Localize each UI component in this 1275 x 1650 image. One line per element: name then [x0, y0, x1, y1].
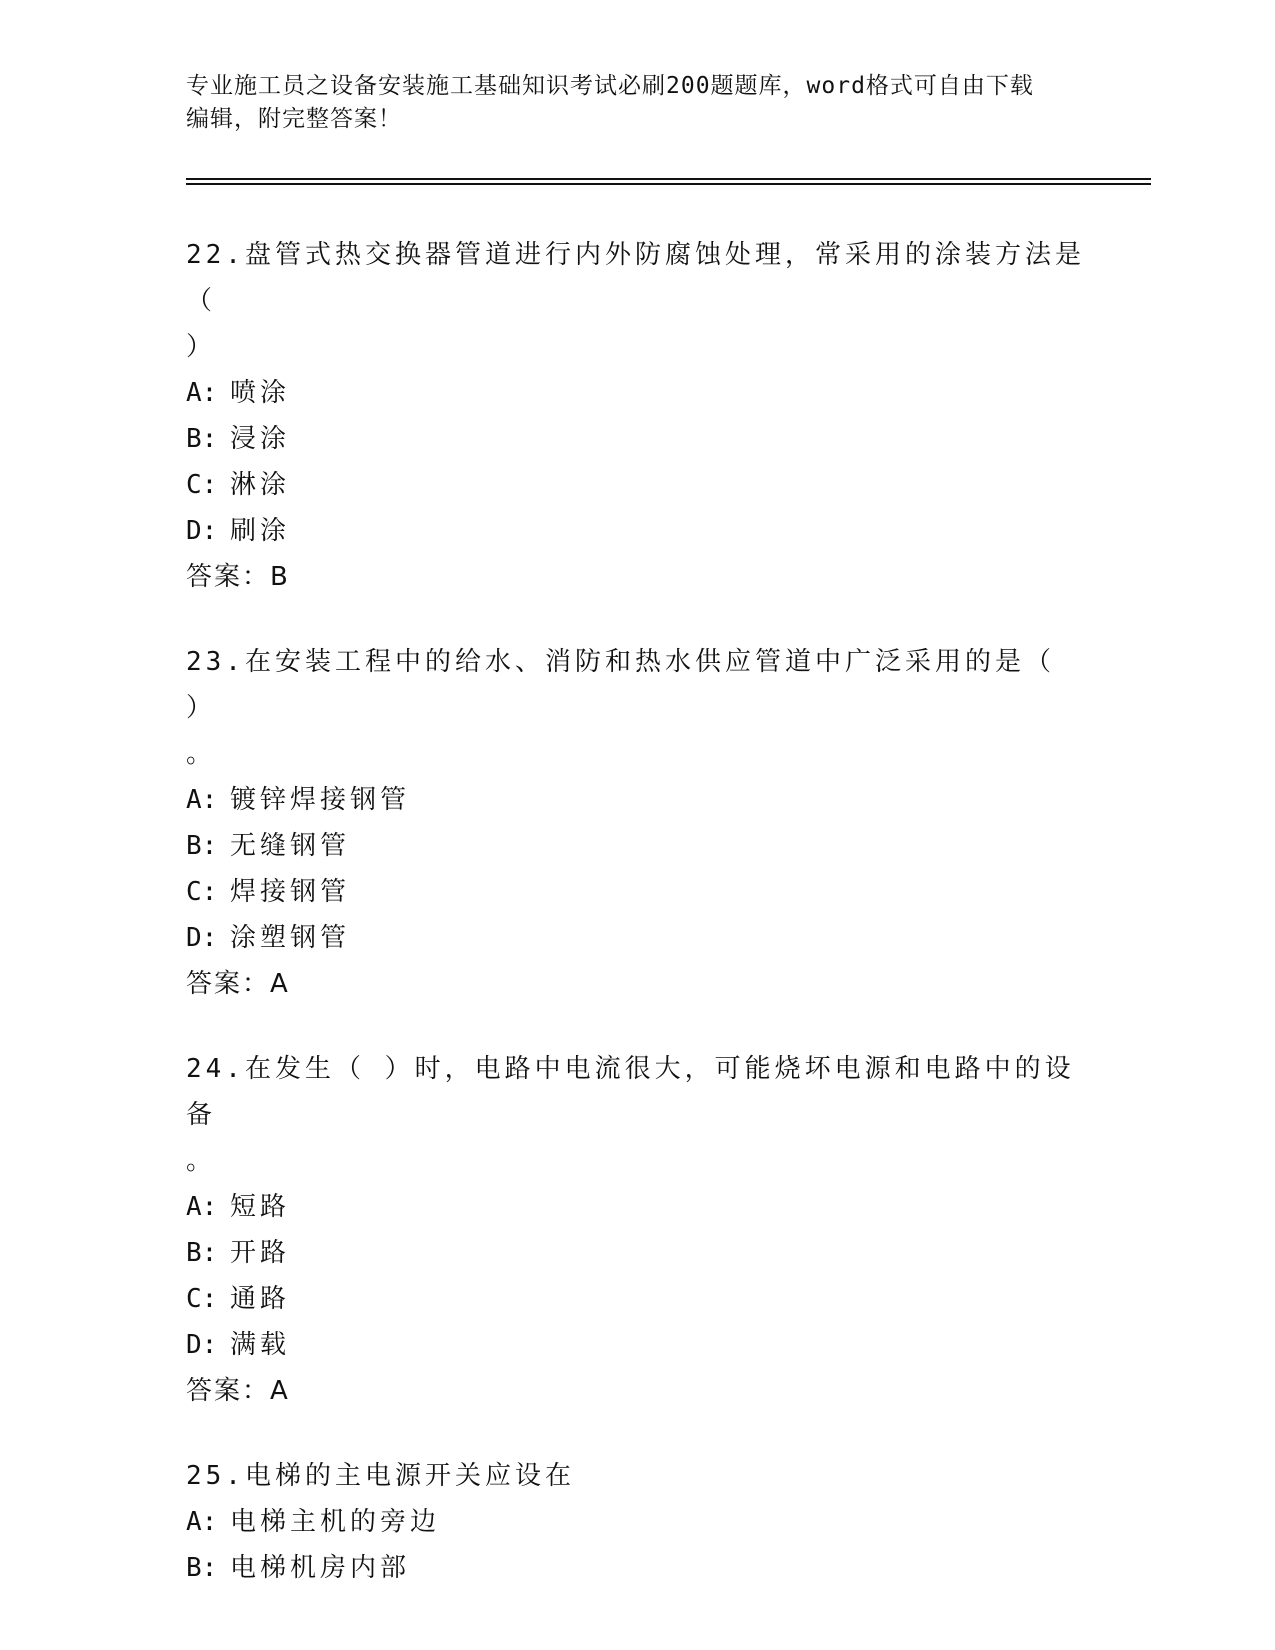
question-stem [186, 1046, 1086, 1184]
question-stem [186, 639, 1086, 777]
option-text: 镀锌焊接钢管 [230, 785, 411, 815]
answer-line: 答案：A [186, 969, 290, 999]
option-d [186, 915, 1086, 961]
option-text: 喷涂 [230, 378, 291, 408]
option-key: A: [186, 785, 218, 815]
option-key: B: [186, 1238, 218, 1268]
option-key: C: [186, 877, 218, 907]
option-text: 刷涂 [230, 516, 291, 546]
option-a [186, 1184, 1086, 1230]
option-text: 短路 [230, 1192, 291, 1222]
question-stem-line: 。 [186, 739, 217, 769]
question-stem-line: 22.盘管式热交换器管道进行内外防腐蚀处理，常采用的涂装方法是（ [186, 240, 1085, 316]
question-stem-line: 24.在发生（ ）时，电路中电流很大，可能烧坏电源和电路中的设备 [186, 1054, 1075, 1130]
answer-line: 答案：B [186, 562, 290, 592]
option-d [186, 508, 1086, 554]
option-c [186, 462, 1086, 508]
option-a [186, 777, 1086, 823]
question-22 [186, 232, 1086, 600]
option-text: 淋涂 [230, 470, 291, 500]
header-divider-bottom [186, 183, 1151, 185]
document-header [186, 70, 1086, 136]
option-key: A: [186, 1192, 218, 1222]
option-text: 浸涂 [230, 424, 291, 454]
option-text: 涂塑钢管 [230, 923, 351, 953]
option-text: 电梯机房内部 [230, 1553, 411, 1583]
option-c [186, 1276, 1086, 1322]
option-text: 无缝钢管 [230, 831, 351, 861]
question-23 [186, 639, 1086, 1007]
header-divider-top [186, 178, 1151, 180]
question-stem-line: 23.在安装工程中的给水、消防和热水供应管道中广泛采用的是（ ） [186, 647, 1055, 723]
question-stem-line: ） [186, 332, 217, 362]
header-title-line-1: 专业施工员之设备安装施工基础知识考试必刷200题题库，word格式可自由下载 [186, 73, 1034, 99]
option-key: B: [186, 831, 218, 861]
option-key: B: [186, 1553, 218, 1583]
option-text: 通路 [230, 1284, 291, 1314]
option-key: D: [186, 923, 218, 953]
option-key: D: [186, 516, 218, 546]
option-c [186, 869, 1086, 915]
option-key: A: [186, 1507, 218, 1537]
answer-line: 答案：A [186, 1376, 290, 1406]
option-b [186, 823, 1086, 869]
option-b [186, 1230, 1086, 1276]
option-key: B: [186, 424, 218, 454]
question-stem-line: 。 [186, 1146, 217, 1176]
option-text: 满载 [230, 1330, 291, 1360]
option-a [186, 370, 1086, 416]
question-24 [186, 1046, 1086, 1414]
option-key: C: [186, 470, 218, 500]
question-stem [186, 232, 1086, 370]
question-25 [186, 1453, 1086, 1591]
header-title-line-2: 编辑，附完整答案！ [186, 106, 402, 132]
option-key: A: [186, 378, 218, 408]
option-b [186, 416, 1086, 462]
question-stem [186, 1453, 1086, 1499]
option-key: C: [186, 1284, 218, 1314]
option-text: 开路 [230, 1238, 291, 1268]
option-a [186, 1499, 1086, 1545]
option-text: 焊接钢管 [230, 877, 351, 907]
option-text: 电梯主机的旁边 [230, 1507, 441, 1537]
option-key: D: [186, 1330, 218, 1360]
option-b [186, 1545, 1086, 1591]
question-list [186, 232, 1086, 1630]
option-d [186, 1322, 1086, 1368]
question-stem-line: 25.电梯的主电源开关应设在 [186, 1461, 575, 1491]
